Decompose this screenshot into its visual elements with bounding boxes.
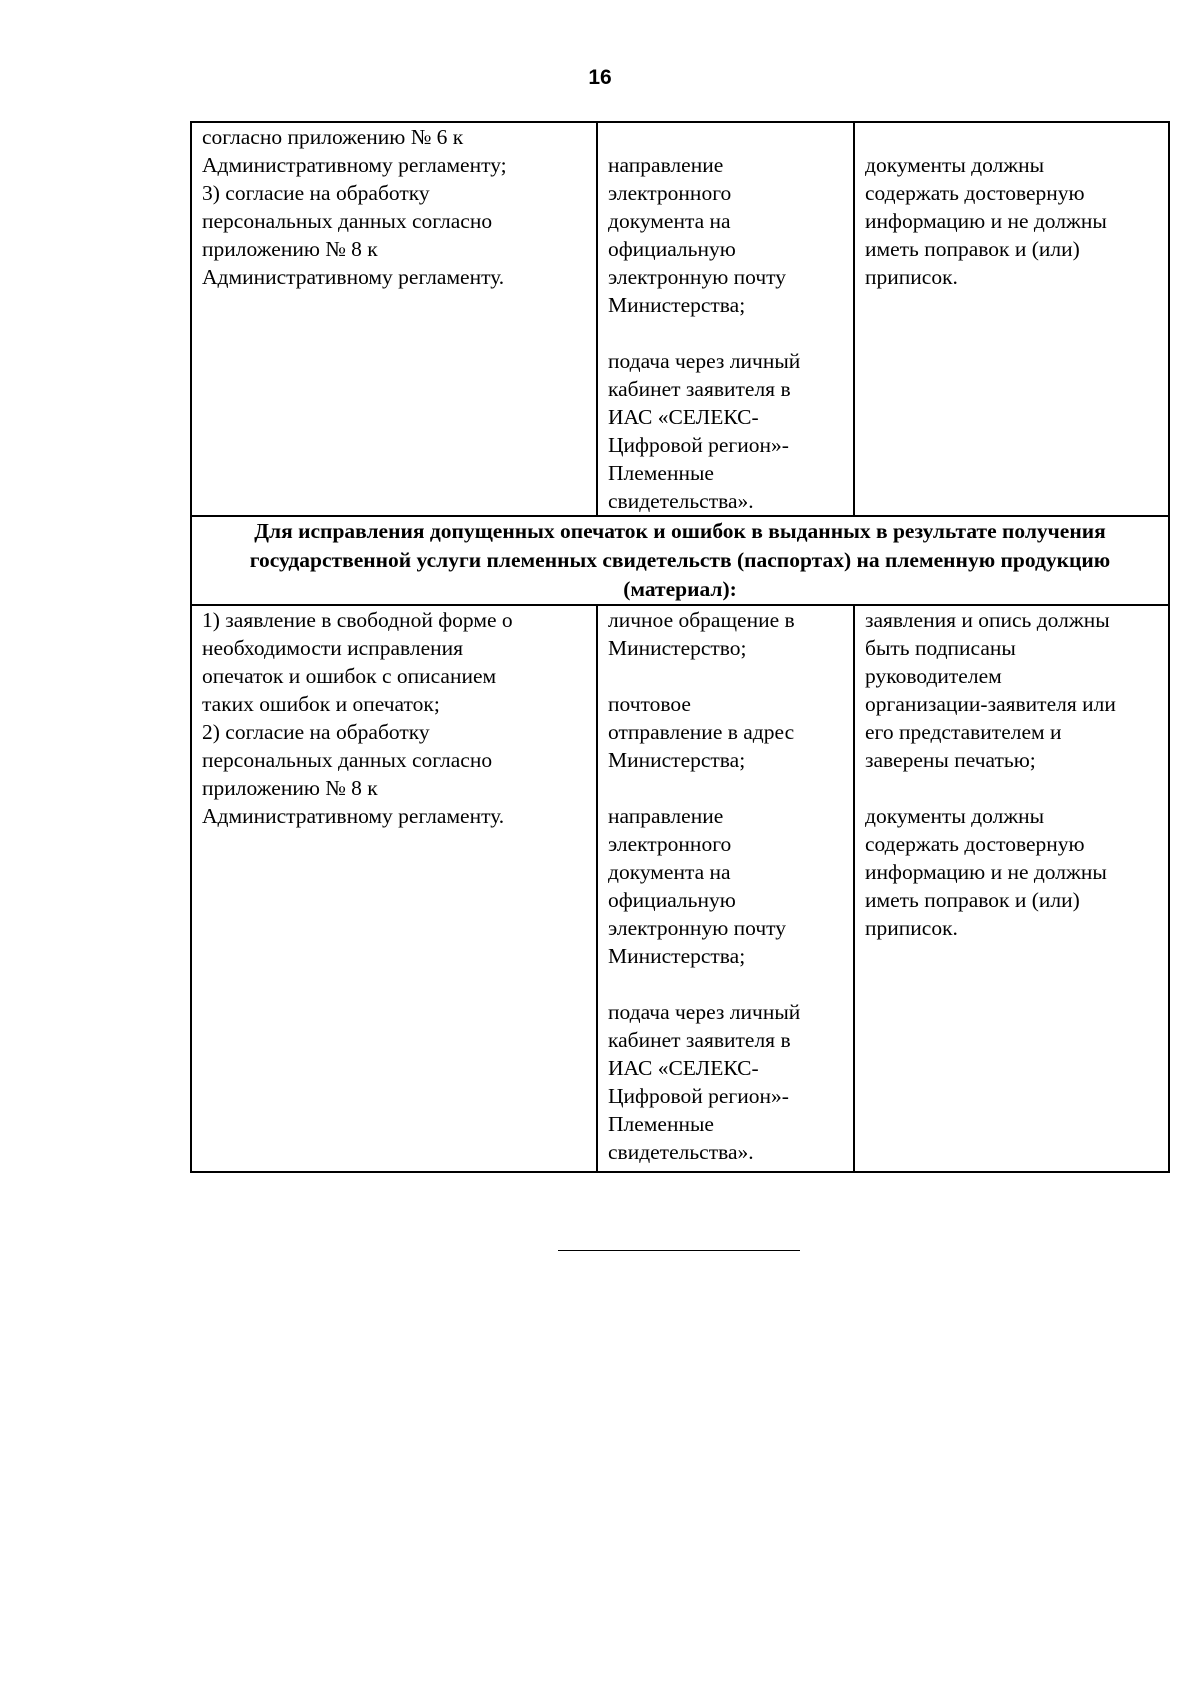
section-heading: Для исправления допущенных опечаток и ошибок в выданных в результате получения государственной услуги племенных свидетельств (паспортах) на племенную продукцию (материал): [191, 516, 1169, 605]
cell-text: личное обращение в Министерство; [608, 608, 795, 660]
page-number: 16 [588, 66, 612, 89]
submission-methods-cell [597, 605, 854, 1172]
cell-text: документы должны содержать достоверную информацию и не должны иметь поправок и (или) приписок. [865, 153, 1107, 289]
section-heading-row [191, 516, 1169, 605]
requirements-cell [854, 605, 1169, 1172]
cell-text: заявления и опись должны быть подписаны руководителем организации-заявителя или его представителем и заверены печатью; [865, 608, 1116, 772]
documents-cell [191, 122, 597, 516]
cell-text: направление электронного документа на официальную электронную почту Министерства; [608, 804, 787, 968]
documents-cell [191, 605, 597, 1172]
submission-methods-cell [597, 122, 854, 516]
cell-text: согласно приложению № 6 к Административному регламенту; 3) согласие на обработку персональных данных согласно приложению № 8 к Административному регламенту. [202, 125, 507, 289]
end-of-document-rule [558, 1250, 800, 1251]
table-row [191, 122, 1169, 516]
requirements-table [190, 121, 1170, 1173]
cell-text: документы должны содержать достоверную информацию и не должны иметь поправок и (или) приписок. [865, 804, 1107, 940]
cell-text: подача через личный кабинет заявителя в ИАС «СЕЛЕКС- Цифровой регион»- Племенные свидетельства». [608, 349, 801, 513]
cell-text: направление электронного документа на официальную электронную почту Министерства; [608, 153, 787, 317]
cell-text: почтовое отправление в адрес Министерства; [608, 692, 795, 772]
cell-text: 1) заявление в свободной форме о необходимости исправления опечаток и ошибок с описанием таких ошибок и опечаток; 2) согласие на обработку персональных данных согласно приложению № 8 к Административному регламенту. [202, 608, 513, 828]
cell-text: подача через личный кабинет заявителя в ИАС «СЕЛЕКС- Цифровой регион»- Племенные свидетельства». [608, 1000, 801, 1164]
requirements-cell [854, 122, 1169, 516]
table-row [191, 605, 1169, 1172]
